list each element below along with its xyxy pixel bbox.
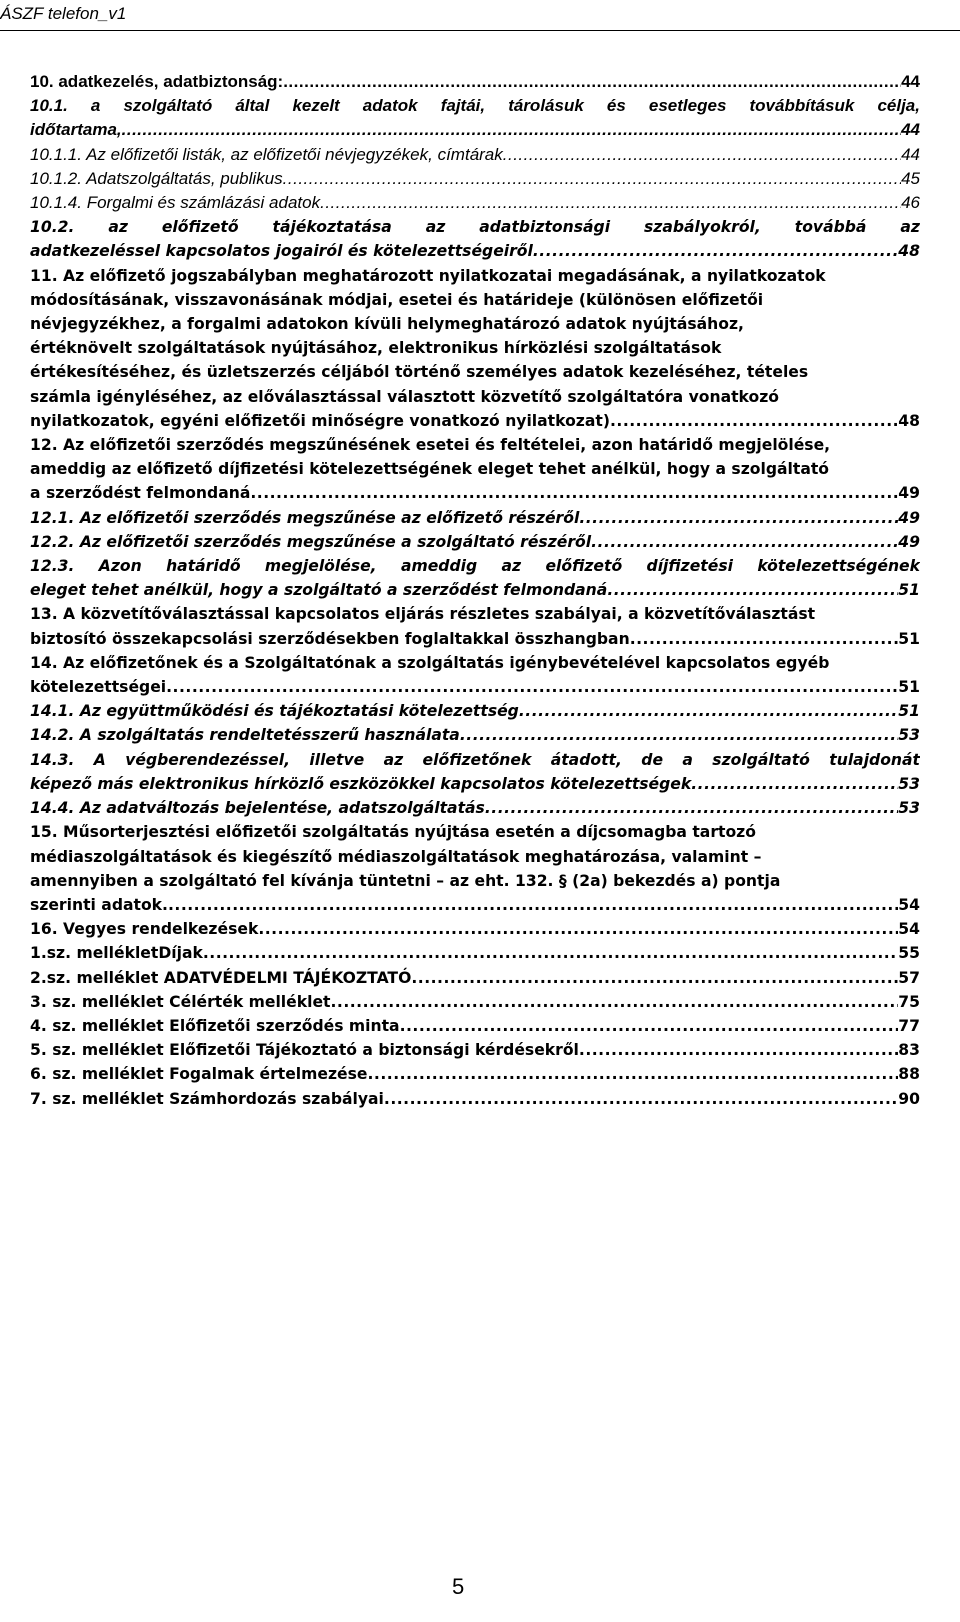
toc-entry[interactable] <box>30 530 920 554</box>
toc-entry-title: biztosító összekapcsolási szerződésekben foglaltakkal összhangban <box>30 629 630 648</box>
toc-entry-page: 90 <box>898 1089 920 1108</box>
toc-entry-title: 10. adatkezelés, adatbiztonság: <box>30 72 284 91</box>
toc-leader-dots <box>411 966 898 990</box>
toc-entry[interactable] <box>30 820 920 917</box>
toc-entry[interactable] <box>30 796 920 820</box>
toc-entry-page: 49 <box>898 508 920 527</box>
toc-leader-dots <box>460 723 898 747</box>
toc-entry-page: 51 <box>898 629 920 648</box>
toc-entry-page: 44 <box>901 72 920 91</box>
toc-entry-line: értéknövelt szolgáltatások nyújtásához, elektronikus hírközlési szolgáltatások <box>30 339 722 358</box>
toc-entry-page: 54 <box>898 920 920 939</box>
toc-entry-page: 88 <box>898 1065 920 1084</box>
toc-leader-dots <box>691 772 898 796</box>
toc-entry-title: 7. sz. melléklet Számhordozás szabályai <box>30 1089 384 1108</box>
toc-leader-dots <box>400 1014 899 1038</box>
toc-entry-line: 14.3. A végberendezéssel, illetve az előfizetőnek átadott, de a szolgáltató tulajdonát <box>30 750 920 769</box>
toc-entry[interactable] <box>30 215 920 263</box>
toc-entry[interactable] <box>30 917 920 941</box>
toc-leader-dots <box>283 167 901 191</box>
toc-entry-title: 1.sz. mellékletDíjak <box>30 944 203 963</box>
toc-entry-title: 10.1.2. Adatszolgáltatás, publikus <box>30 168 283 188</box>
toc-entry[interactable] <box>30 699 920 723</box>
toc-entry-page: 55 <box>898 944 920 963</box>
toc-entry-title: 4. sz. melléklet Előfizetői szerződés minta <box>30 1016 400 1035</box>
toc-leader-dots <box>320 191 901 215</box>
toc-entry-page: 49 <box>898 484 920 503</box>
toc-entry[interactable] <box>30 723 920 747</box>
toc-entry-title: 14.1. Az együttműködési és tájékoztatási kötelezettség <box>30 702 519 721</box>
toc-entry[interactable] <box>30 941 920 965</box>
toc-leader-dots <box>519 699 898 723</box>
toc-entry[interactable] <box>30 1062 920 1086</box>
toc-entry[interactable] <box>30 167 920 191</box>
toc-entry[interactable] <box>30 966 920 990</box>
toc-leader-dots <box>579 1038 898 1062</box>
toc-entry-line: ameddig az előfizető díjfizetési kötelezettségének eleget tehet anélkül, hogy a szolgáltató <box>30 460 830 479</box>
toc-entry-page: 48 <box>898 242 920 261</box>
toc-entry-line: értékesítéséhez, és üzletszerzés céljából történő személyes adatok kezeléséhez, tételes <box>30 363 809 382</box>
toc-leader-dots <box>607 578 898 602</box>
toc-leader-dots <box>122 118 901 142</box>
toc-leader-dots <box>368 1062 899 1086</box>
toc-entry-line: 13. A közvetítőválasztással kapcsolatos eljárás részletes szabályai, a közvetítőválasztást <box>30 605 816 624</box>
toc-entry[interactable] <box>30 264 920 433</box>
toc-entry-page: 77 <box>898 1016 920 1035</box>
toc-entry-line: 15. Műsorterjesztési előfizetői szolgáltatás nyújtása esetén a díjcsomagba tartozó <box>30 823 756 842</box>
header-rule <box>0 30 960 31</box>
toc-entry-title: nyilatkozatok, egyéni előfizetői minőségre vonatkozó nyilatkozat) <box>30 411 610 430</box>
toc-leader-dots <box>250 481 898 505</box>
toc-leader-dots <box>533 239 898 263</box>
toc-entry-page: 75 <box>898 992 920 1011</box>
toc-entry-page: 48 <box>898 411 920 430</box>
toc-entry-page: 46 <box>901 193 920 213</box>
toc-entry-title: kötelezettségei <box>30 678 167 697</box>
toc-entry-title: 14.4. Az adatváltozás bejelentése, adatszolgáltatás <box>30 799 485 818</box>
toc-leader-dots <box>579 506 898 530</box>
toc-entry-line: 14. Az előfizetőnek és a Szolgáltatónak a szolgáltatás igénybevételével kapcsolatos egyéb <box>30 653 830 672</box>
toc-entry-title: 12.2. Az előfizetői szerződés megszűnése a szolgáltató részéről <box>30 532 592 551</box>
toc-entry[interactable] <box>30 554 920 602</box>
toc-leader-dots <box>166 675 898 699</box>
toc-entry-title: 3. sz. melléklet Célérték melléklet <box>30 992 331 1011</box>
toc-leader-dots <box>283 70 901 94</box>
toc-entry-page: 57 <box>898 968 920 987</box>
toc-entry-page: 53 <box>898 774 920 793</box>
toc-entry[interactable] <box>30 748 920 796</box>
toc-entry[interactable] <box>30 1087 920 1111</box>
toc-entry-title: 5. sz. melléklet Előfizetői Tájékoztató a biztonsági kérdésekről <box>30 1041 579 1060</box>
toc-entry-page: 49 <box>898 532 920 551</box>
toc-leader-dots <box>330 990 898 1014</box>
toc-leader-dots <box>384 1087 898 1111</box>
toc-entry-line: módosításának, visszavonásának módjai, esetei és határideje (különösen előfizetői <box>30 290 764 309</box>
toc-entry-title: 16. Vegyes rendelkezések <box>30 920 259 939</box>
document-header-title: ÁSZF telefon_v1 <box>0 4 127 23</box>
toc-entry[interactable] <box>30 990 920 1014</box>
toc-entry-title: 12.1. Az előfizetői szerződés megszűnése az előfizető részéről <box>30 508 580 527</box>
toc-entry-line: 11. Az előfizető jogszabályban meghatározott nyilatkozatai megadásának, a nyilatkozatok <box>30 266 826 285</box>
toc-entry-line: 10.1. a szolgáltató által kezelt adatok fajtái, tárolásuk és esetleges továbbításuk célja, <box>30 96 920 116</box>
toc-entry-title: adatkezeléssel kapcsolatos jogairól és kötelezettségeiről <box>30 242 533 261</box>
toc-entry-page: 51 <box>898 581 920 600</box>
toc-entry-page: 53 <box>898 799 920 818</box>
toc-entry-line: 12.3. Azon határidő megjelölése, ameddig az előfizető díjfizetési kötelezettségének <box>30 557 920 576</box>
toc-entry-line: médiaszolgáltatások és kiegészítő médiaszolgáltatások meghatározása, valamint – <box>30 847 762 866</box>
toc-entry-line: amennyiben a szolgáltató fel kívánja tüntetni – az eht. 132. § (2a) bekezdés a) pontja <box>30 871 781 890</box>
toc-leader-dots <box>485 796 898 820</box>
toc-entry-title: 6. sz. melléklet Fogalmak értelmezése <box>30 1065 368 1084</box>
toc-entry[interactable] <box>30 94 920 142</box>
toc-entry[interactable] <box>30 506 920 530</box>
toc-entry-line: 12. Az előfizetői szerződés megszűnésének esetei és feltételei, azon határidő megjelölése, <box>30 436 831 455</box>
toc-entry-page: 45 <box>901 168 920 188</box>
toc-entry-title: 10.1.4. Forgalmi és számlázási adatok <box>30 193 321 213</box>
page-number: 5 <box>452 1574 465 1599</box>
toc-leader-dots <box>203 941 898 965</box>
toc-entry-title: 2.sz. melléklet ADATVÉDELMI TÁJÉKOZTATÓ <box>30 968 412 987</box>
toc-entry-page: 83 <box>898 1041 920 1060</box>
toc-entry[interactable] <box>30 1038 920 1062</box>
toc-entry-page: 53 <box>898 726 920 745</box>
toc-entry-title: képező más elektronikus hírközlő eszközökkel kapcsolatos kötelezettségek <box>30 774 692 793</box>
toc-leader-dots <box>258 917 898 941</box>
toc-entry[interactable] <box>30 602 920 650</box>
toc-entry-title: 14.2. A szolgáltatás rendeltetésszerű használata <box>30 726 460 745</box>
toc-entry[interactable] <box>30 1014 920 1038</box>
toc-entry[interactable] <box>30 651 920 699</box>
toc-entry-title: a szerződést felmondaná <box>30 484 251 503</box>
toc-entry[interactable] <box>30 191 920 215</box>
toc-leader-dots <box>610 409 898 433</box>
toc-entry-line: névjegyzékhez, a forgalmi adatokon kívüli helymeghatározó adatok nyújtásához, <box>30 315 744 334</box>
toc-leader-dots <box>503 143 901 167</box>
toc-entry[interactable] <box>30 143 920 167</box>
toc-leader-dots <box>630 627 899 651</box>
toc-entry-line: számla igényléséhez, az előválasztással választott közvetítő szolgáltatóra vonatkozó <box>30 387 780 406</box>
toc-leader-dots <box>591 530 898 554</box>
toc-entry-title: 10.1.1. Az előfizetői listák, az előfizetői névjegyzékek, címtárak <box>30 144 503 164</box>
toc-entry-page: 51 <box>898 678 920 697</box>
toc-entry-page: 51 <box>898 702 920 721</box>
table-of-contents <box>30 70 920 1111</box>
toc-entry-line: 10.2. az előfizető tájékoztatása az adatbiztonsági szabályokról, továbbá az <box>30 218 920 237</box>
toc-entry-title: időtartama, <box>30 120 122 140</box>
toc-entry[interactable] <box>30 433 920 506</box>
toc-entry-page: 44 <box>901 120 920 140</box>
toc-leader-dots <box>168 893 898 917</box>
toc-entry-title: eleget tehet anélkül, hogy a szolgáltató a szerződést felmondaná <box>30 581 608 600</box>
toc-entry-title: szerinti adatok. <box>30 895 168 914</box>
toc-entry-page: 54 <box>898 895 920 914</box>
toc-entry[interactable] <box>30 70 920 94</box>
toc-entry-page: 44 <box>901 144 920 164</box>
